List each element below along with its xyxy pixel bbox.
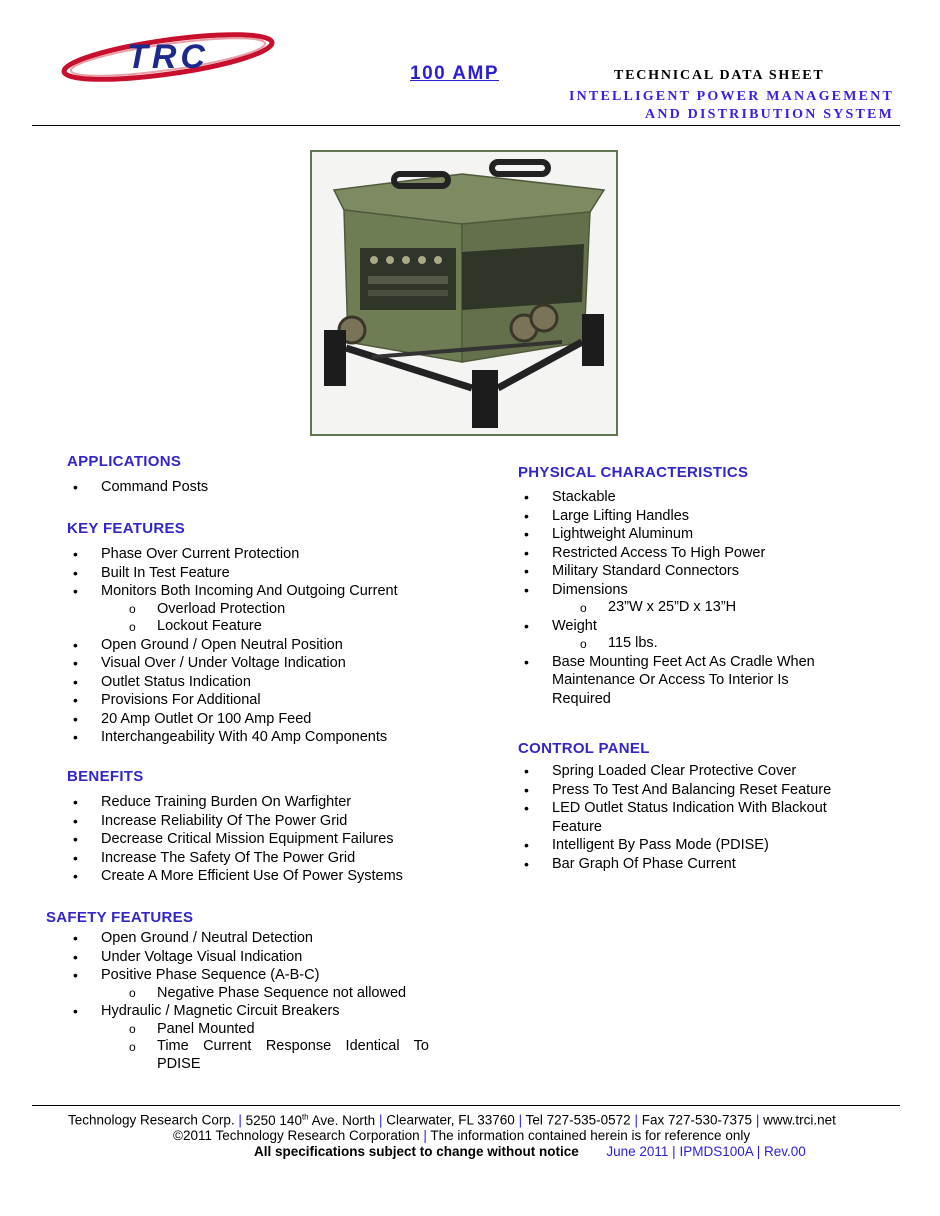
key-features-list — [67, 545, 447, 747]
control-panel-heading: CONTROL PANEL — [518, 740, 650, 757]
trc-logo — [56, 30, 278, 84]
svg-text:TRC: TRC — [127, 38, 209, 76]
list-item: • Spring Loaded Clear Protective Cover — [518, 762, 868, 781]
doc-date: June 2011 — [606, 1144, 669, 1159]
list-item: • Restricted Access To High Power — [518, 544, 818, 563]
company-name: Technology Research Corp. — [68, 1112, 235, 1128]
sub-list-item: o Overload Protection — [67, 601, 447, 619]
benefits-heading: BENEFITS — [67, 768, 144, 785]
list-item: • Under Voltage Visual Indication — [67, 948, 429, 967]
list-item: • Increase Reliability Of The Power Grid — [67, 812, 447, 831]
list-item: • Military Standard Connectors — [518, 562, 818, 581]
footer-notice-line: All specifications subject to change without notice June 2011 | IPMDS100A | Rev.00 — [254, 1144, 806, 1159]
physical-characteristics-heading: PHYSICAL CHARACTERISTICS — [518, 464, 749, 481]
list-item: • Interchangeability With 40 Amp Components — [67, 728, 447, 747]
list-item: • Outlet Status Indication — [67, 673, 447, 692]
physical-characteristics-list — [518, 488, 818, 708]
product-photo — [310, 150, 618, 436]
city-state: Clearwater, FL 33760 — [386, 1112, 515, 1128]
telephone: Tel 727-535-0572 — [525, 1112, 631, 1128]
list-item: • Open Ground / Open Neutral Position — [67, 636, 447, 655]
applications-heading: APPLICATIONS — [67, 453, 182, 470]
list-item: • Increase The Safety Of The Power Grid — [67, 849, 447, 868]
sub-list-item: o Lockout Feature — [67, 618, 447, 636]
list-item: • Weight — [518, 617, 818, 636]
safety-features-list — [67, 929, 429, 1073]
sub-list-item: o 23”W x 25”D x 13”H — [518, 599, 818, 617]
list-item: • Dimensions — [518, 581, 818, 600]
footer-contact-line: Technology Research Corp. | 5250 140th Ave. North | Clearwater, FL 33760 | Tel 727-535-0572 | Fax 727-530-7375 | www.trci.net — [68, 1112, 836, 1128]
doc-revision: Rev.00 — [764, 1144, 806, 1159]
list-item: • LED Outlet Status Indication With Blackout Feature — [518, 799, 868, 836]
list-item: • 20 Amp Outlet Or 100 Amp Feed — [67, 710, 447, 729]
street-address: 5250 140th Ave. North — [245, 1112, 376, 1128]
list-item: • Phase Over Current Protection — [67, 545, 447, 564]
sub-list-item: o Time Current Response Identical To PDISE — [67, 1038, 429, 1073]
sub-list-item: o 115 lbs. — [518, 635, 818, 653]
change-notice: All specifications subject to change without notice — [254, 1144, 579, 1159]
list-item: • Built In Test Feature — [67, 564, 447, 583]
sub-list-item: o Panel Mounted — [67, 1021, 429, 1039]
list-item: • Visual Over / Under Voltage Indication — [67, 654, 447, 673]
list-item: • Bar Graph Of Phase Current — [518, 855, 868, 874]
list-item: • Stackable — [518, 488, 818, 507]
list-item: • Base Mounting Feet Act As Cradle When Maintenance Or Access To Interior Is Required — [518, 653, 818, 709]
copyright: ©2011 Technology Research Corporation — [173, 1128, 420, 1143]
applications-list — [67, 478, 447, 497]
header-divider — [32, 125, 900, 126]
list-item: • Decrease Critical Mission Equipment Failures — [67, 830, 447, 849]
list-item: • Provisions For Additional — [67, 691, 447, 710]
benefits-list — [67, 793, 447, 886]
list-item: • Create A More Efficient Use Of Power Systems — [67, 867, 447, 886]
list-item: • Large Lifting Handles — [518, 507, 818, 526]
key-features-heading: KEY FEATURES — [67, 520, 186, 537]
product-subtitle-line2: AND DISTRIBUTION SYSTEM — [645, 107, 894, 122]
list-item: • Positive Phase Sequence (A-B-C) — [67, 966, 429, 985]
footer-divider — [32, 1105, 900, 1106]
list-item: • Hydraulic / Magnetic Circuit Breakers — [67, 1002, 429, 1021]
list-item: • Reduce Training Burden On Warfighter — [67, 793, 447, 812]
list-item: • Intelligent By Pass Mode (PDISE) — [518, 836, 868, 855]
control-panel-list — [518, 762, 868, 873]
fax: Fax 727-530-7375 — [641, 1112, 753, 1128]
list-item: • Monitors Both Incoming And Outgoing Current — [67, 582, 447, 601]
model-title: 100 AMP — [410, 63, 499, 84]
safety-features-heading: SAFETY FEATURES — [46, 909, 194, 926]
reference-note: The information contained herein is for reference only — [430, 1128, 751, 1143]
trc-logo-icon — [56, 30, 278, 84]
list-item: • Command Posts — [67, 478, 447, 497]
power-distribution-unit-icon — [312, 152, 616, 434]
product-subtitle-line1: INTELLIGENT POWER MANAGEMENT — [568, 89, 894, 104]
website-link[interactable]: www.trci.net — [763, 1112, 836, 1128]
list-item: • Press To Test And Balancing Reset Feature — [518, 781, 868, 800]
sub-list-item: o Negative Phase Sequence not allowed — [67, 985, 429, 1003]
sheet-type: TECHNICAL DATA SHEET — [614, 68, 825, 83]
footer-copyright-line: ©2011 Technology Research Corporation | The information contained herein is for reference only — [173, 1128, 751, 1143]
list-item: • Open Ground / Neutral Detection — [67, 929, 429, 948]
list-item: • Lightweight Aluminum — [518, 525, 818, 544]
doc-id: IPMDS100A — [679, 1144, 753, 1159]
